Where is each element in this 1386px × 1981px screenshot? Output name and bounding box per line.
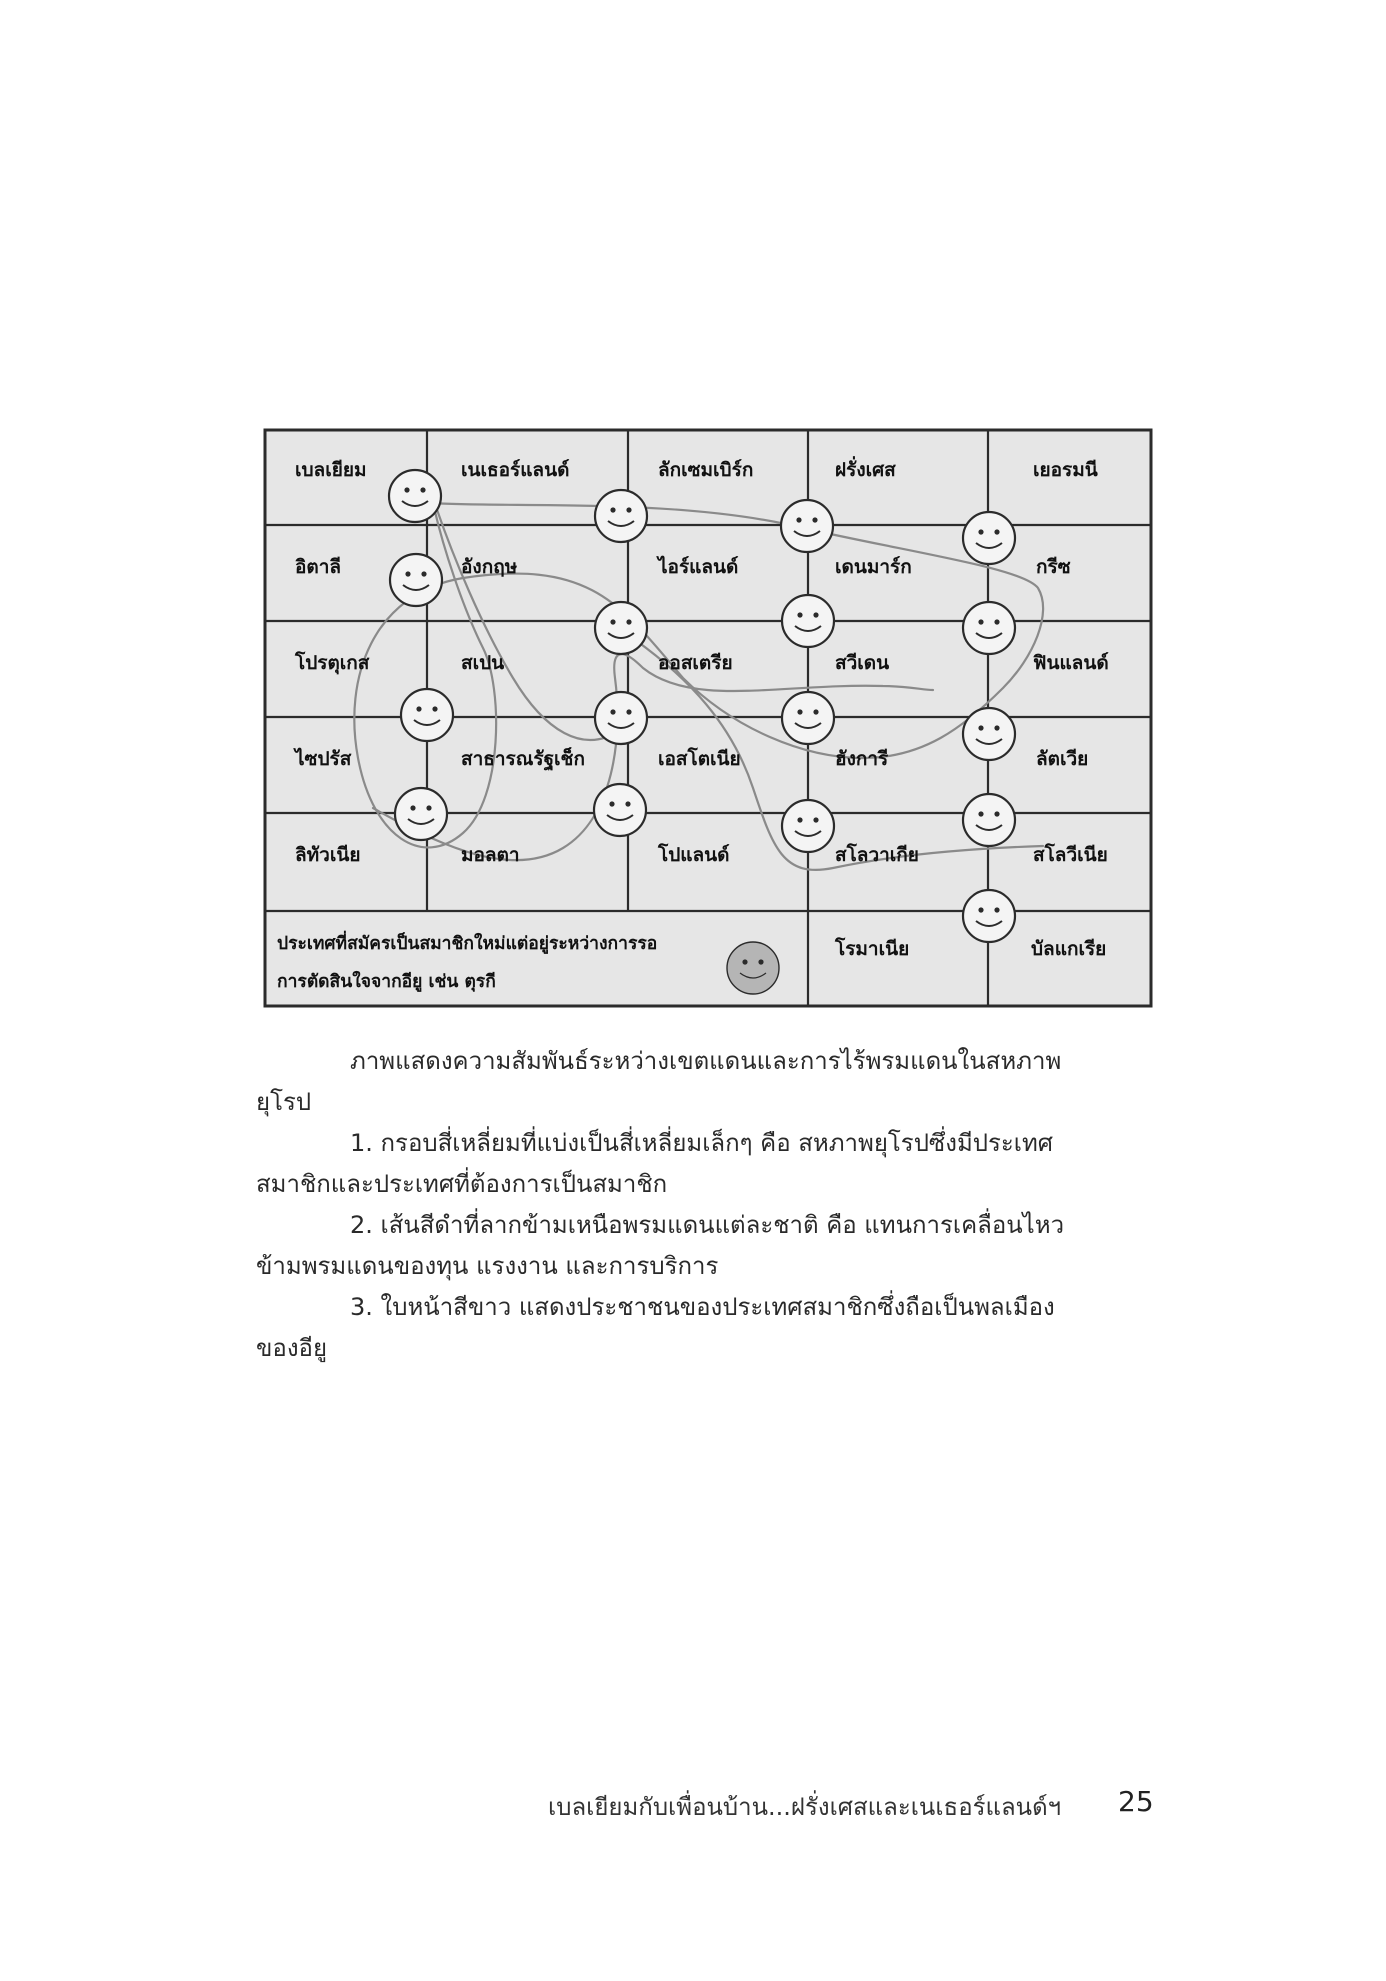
caption-line-2: ยุโรป — [256, 1088, 312, 1116]
country-label-bulgaria: บัลแกเรีย — [1031, 938, 1107, 960]
citizen-face-icon — [595, 692, 647, 744]
country-label-denmark: เดนมาร์ก — [835, 556, 912, 578]
country-label-finland: ฟินแลนด์ — [1033, 652, 1109, 674]
country-label-slovakia: สโลวาเกีย — [835, 844, 919, 866]
country-label-austria: ออสเตรีย — [658, 652, 733, 674]
citizen-face-icon — [781, 500, 833, 552]
citizen-face-icon — [963, 794, 1015, 846]
country-label-romania: โรมาเนีย — [835, 938, 910, 960]
country-label-spain: สเปน — [461, 652, 505, 674]
country-label-italy: อิตาลี — [295, 556, 342, 578]
eu-diagram-svg — [263, 428, 1153, 1008]
country-label-england: อังกฤษ — [461, 556, 518, 578]
citizen-face-icon — [782, 595, 834, 647]
citizen-face-icon — [782, 800, 834, 852]
country-label-estonia: เอสโตเนีย — [658, 748, 741, 770]
caption-line-6: ข้ามพรมแดนของทุน แรงงาน และการบริการ — [256, 1252, 719, 1280]
candidate-face-icon — [727, 942, 779, 994]
candidate-note-line-2: การตัดสินใจจากอียู เช่น ตุรกี — [277, 972, 496, 992]
citizen-face-icon — [389, 470, 441, 522]
citizen-face-icon — [390, 554, 442, 606]
country-label-lithuania: ลิทัวเนีย — [295, 844, 361, 866]
citizen-face-icon — [595, 490, 647, 542]
citizen-face-icon — [401, 689, 453, 741]
caption-line-7: 3. ใบหน้าสีขาว แสดงประชาชนของประเทศสมาชิกซึ่งถือเป็นพลเมือง — [350, 1293, 1055, 1321]
country-label-sweden: สวีเดน — [835, 652, 890, 674]
country-label-cyprus: ไซปรัส — [295, 748, 352, 770]
citizen-face-icon — [395, 788, 447, 840]
country-label-latvia: ลัตเวีย — [1036, 748, 1089, 770]
country-label-poland: โปแลนด์ — [658, 844, 730, 866]
citizen-face-icon — [963, 890, 1015, 942]
citizen-face-icon — [963, 708, 1015, 760]
caption-line-3: 1. กรอบสี่เหลี่ยมที่แบ่งเป็นสี่เหลี่ยมเล็กๆ คือ สหภาพยุโรปซึ่งมีประเทศ — [350, 1129, 1054, 1157]
candidate-note-line-1: ประเทศที่สมัครเป็นสมาชิกใหม่แต่อยู่ระหว่างการรอ — [277, 934, 658, 954]
citizen-face-icon — [782, 692, 834, 744]
country-label-czech-republic: สาธารณรัฐเช็ก — [461, 748, 585, 770]
country-label-belgium: เบลเยียม — [295, 459, 367, 481]
country-label-portugal: โปรตุเกส — [295, 652, 370, 674]
running-footer-title: เบลเยียมกับเพื่อนบ้าน...ฝรั่งเศสและเนเธอร์แลนด์ฯ — [548, 1793, 1062, 1821]
country-label-germany: เยอรมนี — [1033, 459, 1098, 481]
citizen-face-icon — [963, 602, 1015, 654]
country-label-ireland: ไอร์แลนด์ — [658, 556, 739, 578]
country-label-netherlands: เนเธอร์แลนด์ — [461, 459, 570, 481]
citizen-face-icon — [594, 784, 646, 836]
country-label-slovenia: สโลวีเนีย — [1033, 844, 1108, 866]
page-number: 25 — [1118, 1785, 1154, 1818]
citizen-face-icon — [963, 512, 1015, 564]
caption-line-5: 2. เส้นสีดำที่ลากข้ามเหนือพรมแดนแต่ละชาติ คือ แทนการเคลื่อนไหว — [350, 1211, 1065, 1239]
caption-line-8: ของอียู — [256, 1334, 328, 1362]
citizen-face-icon — [595, 602, 647, 654]
eu-diagram — [263, 428, 1153, 1008]
country-label-malta: มอลตา — [461, 844, 520, 866]
country-label-greece: กรีซ — [1036, 556, 1071, 578]
caption-line-1: ภาพแสดงความสัมพันธ์ระหว่างเขตแดนและการไร้พรมแดนในสหภาพ — [350, 1047, 1062, 1075]
country-label-france: ฝรั่งเศส — [835, 459, 896, 481]
country-label-luxembourg: ลักเซมเบิร์ก — [658, 459, 754, 481]
country-label-hungary: ฮังการี — [835, 748, 889, 770]
caption-line-4: สมาชิกและประเทศที่ต้องการเป็นสมาชิก — [256, 1170, 668, 1198]
